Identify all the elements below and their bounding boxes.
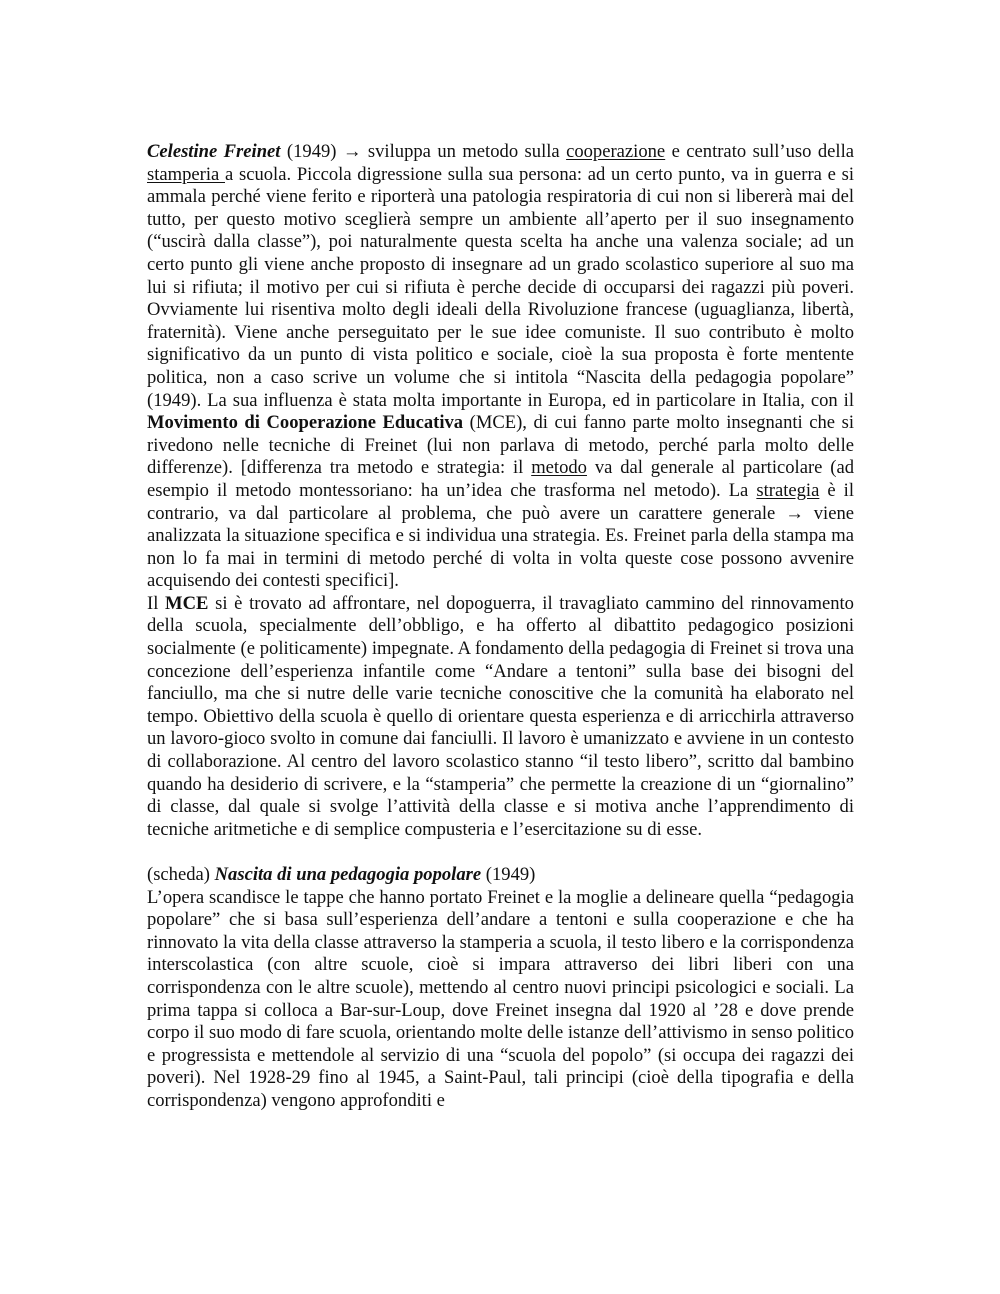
title-nascita-pedagogia-popolare: Nascita di una pedagogia popolare [214, 864, 482, 885]
text-segment: (1949) → sviluppa un metodo sulla [280, 141, 567, 162]
text-segment: (1949) [481, 864, 536, 885]
bold-mce: MCE [165, 592, 209, 614]
text-segment: si è trovato ad affrontare, nel dopoguerra, il travagliato cammino del rinnovamento della scuola, specialmente dell’obbligo, e ha offerto al dibattito pedagogico posizioni socialmente (e politicamente) impegnate. A fondamento della pedagogia di Freinet si trova una concezione dell’esperienza infantile come “Andare a tentoni” sulla base dei bisogni del fanciullo, ma che si nutre delle varie tecniche conoscitive che la comunità ha elaborato nel tempo. Obiettivo della scuola è quello di orientare questa esperienza e di arricchirla attraverso un lavoro-gioco svolto in comune dai fanciulli. Il lavoro è umanizzato e avviene in un contesto di collaborazione. Al centro del lavoro scolastico stanno “il testo libero”, scritto dal bambino quando ha desiderio di scrivere, e la “stamperia” che permette la creazione di un “giornalino” di classe, dal quale si svolge l’attività della classe e si motiva anche l’apprendimento di tecniche aritmetiche e di semplice compusteria e l’esercitazione su di esse. [147, 592, 854, 840]
paragraph-spacer [147, 841, 854, 864]
document-page [147, 141, 854, 1113]
paragraph-mce [147, 593, 854, 842]
underlined-stamperia: stamperia [147, 163, 225, 185]
underlined-cooperazione: cooperazione [566, 141, 666, 162]
underlined-strategia: strategia [756, 479, 820, 501]
bold-movimento-cooperazione-educativa: Movimento di Cooperazione Educativa [147, 412, 464, 434]
paragraph-scheda-heading [147, 864, 854, 887]
paragraph-freinet-intro [147, 141, 854, 593]
text-segment: è il contrario, va dal particolare al problema, che può avere un carattere generale → viene analizzata la situazione specifica e si individua una strategia. Es. Freinet parla della stampa ma non lo fa mai in termini di metodo perché di volta in volta queste cose possono avvenire acquisendo dei contesti specifici]. [147, 479, 854, 592]
name-celestine-freinet: Celestine Freinet [147, 141, 281, 162]
text-segment: e centrato sull’uso della [665, 141, 855, 162]
text-segment: (MCE), di cui fanno parte molto insegnanti che si rivedono nelle tecniche di Freinet (lui non parlava di metodo, perché parla molto delle differenze). [differenza tra metodo e strategia: il [147, 412, 854, 479]
text-segment: va dal generale al particolare (ad esempio il metodo montessoriano: ha un’idea che trasforma nel metodo). La [147, 457, 854, 501]
underlined-metodo: metodo [531, 457, 587, 479]
text-segment: a scuola. Piccola digressione sulla sua persona: ad un certo punto, va in guerra e si ammala perché viene ferito e riporterà una patologia respiratoria di cui non si libererà mai del tutto, per questo motivo sceglierà sempre un ambiente all’aperto per il suo insegnamento (“uscirà dalla classe”), poi naturalmente questa scelta ha anche una valenza sociale; ad un certo punto gli viene anche proposto di insegnare ad un grado scolastico superiore al suo ma lui si rifiuta; il motivo per cui si rifiuta è perche decide di occuparsi dei ragazzi più poveri. Ovviamente lui risentiva molto degli ideali della Rivoluzione francese (uguaglianza, libertà, fraternità). Viene anche perseguitato per le sue idee comuniste. Il suo contributo è molto significativo da un punto di vista politico e sociale, cioè la sua proposta è forte mentente politica, non a caso scrive un volume che si intitola “Nascita della pedagogia popolare” (1949). La sua influenza è stata molta importante in Europa, ed in particolare in Italia, con il [147, 163, 854, 411]
paragraph-scheda-body: L’opera scandisce le tappe che hanno portato Freinet e la moglie a delineare quella “pedagogia popolare” che si basa sull’esperienza dell’andare a tentoni e sulla cooperazione e che ha rinnovato la vita della classe attraverso la stamperia a scuola, il testo libero e la corrispondenza interscolastica (con altre scuole, cioè si impara attraverso dei libri liberi con una corrispondenza con le altre scuole), mettendo al centro nuovi principi psicologici e sociali. La prima tappa si colloca a Bar-sur-Loup, dove Freinet insegna dal 1920 al ’28 e dove prende corpo il suo modo di fare scuola, orientando molte delle istanze dell’attivismo in senso politico e progressista e mettendole al servizio di una “scuola del popolo” (si occupa dei ragazzi dei poveri). Nel 1928-29 fino al 1945, a Saint-Paul, tali principi (cioè della tipografia e della corrispondenza) vengono approfonditi e [147, 886, 854, 1111]
text-segment: (scheda) [147, 864, 215, 885]
text-segment: Il [147, 592, 166, 614]
